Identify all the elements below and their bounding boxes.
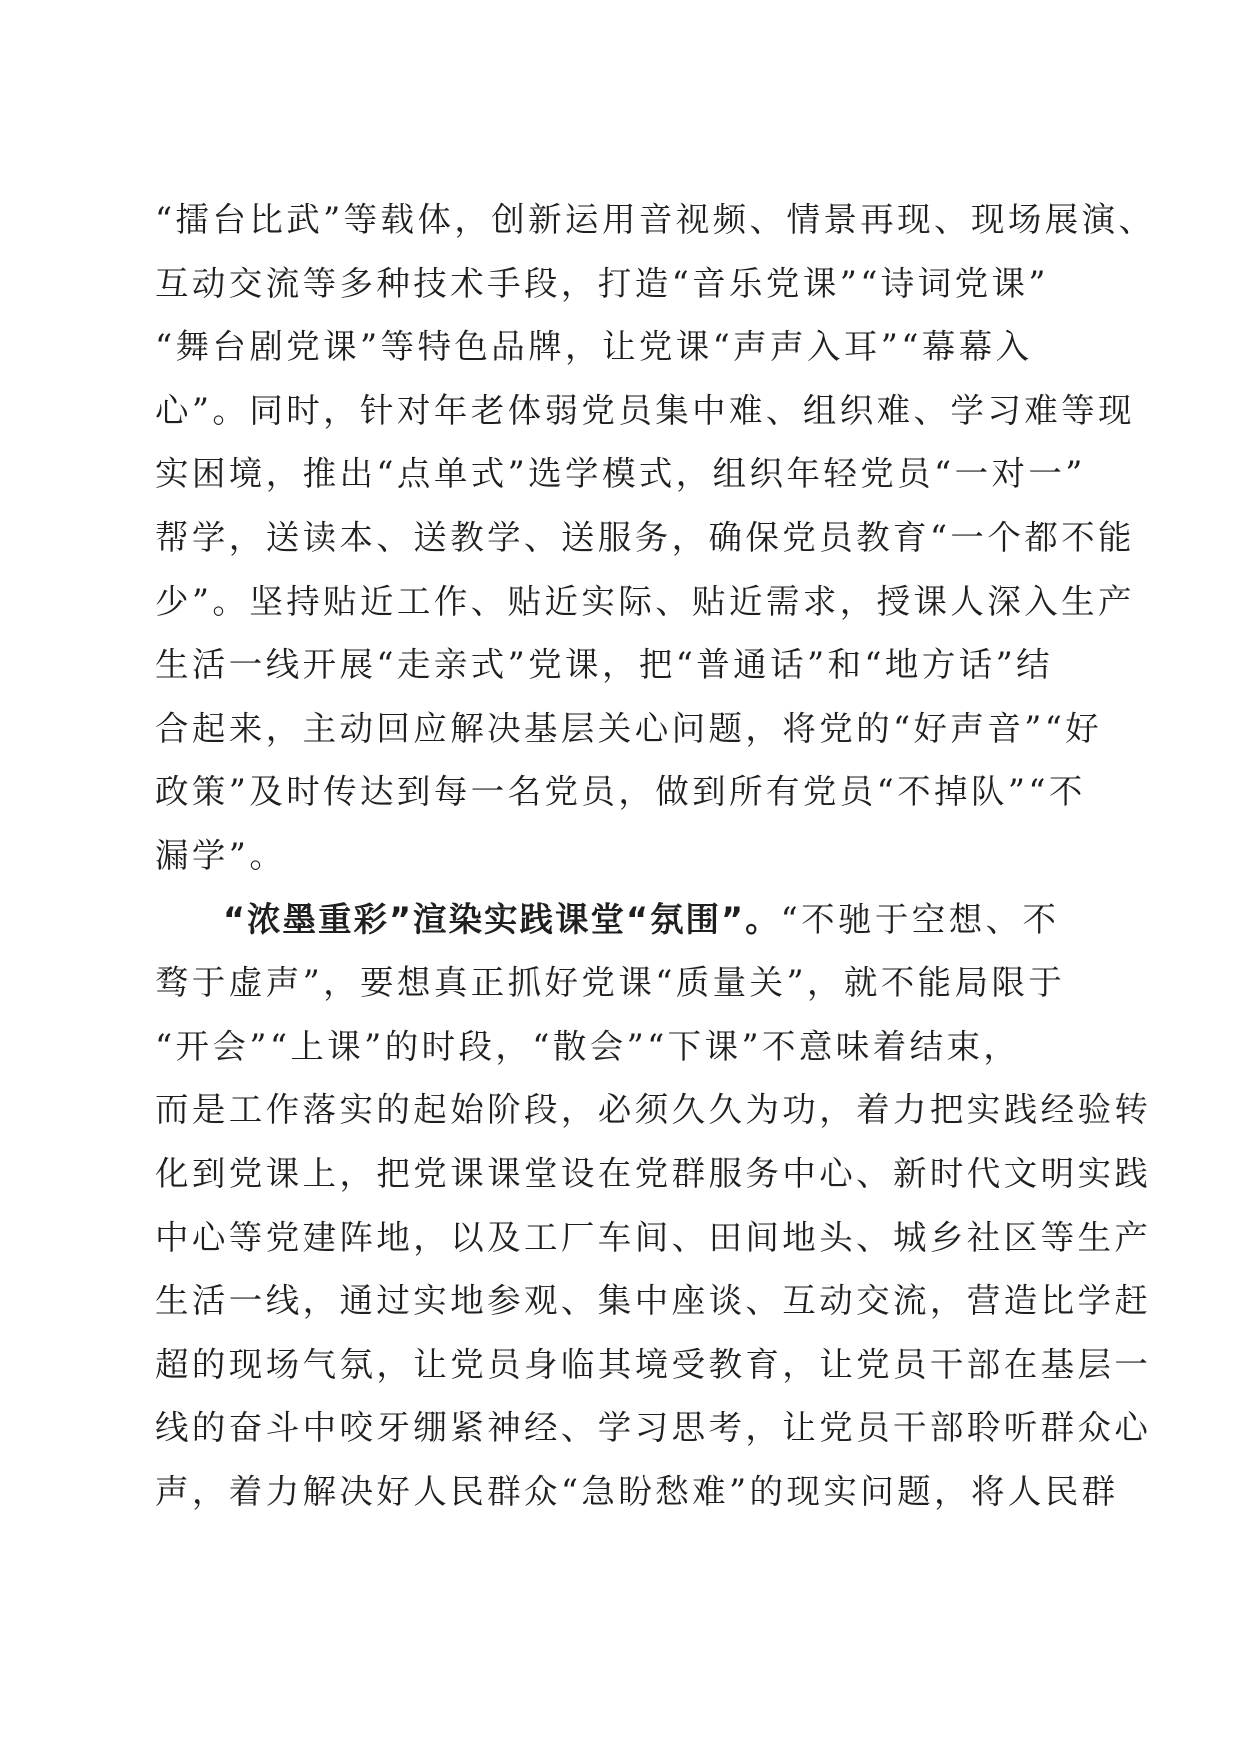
text-line: 实困境，推出“点单式”选学模式，组织年轻党员“一对一” (155, 454, 1086, 494)
body-text (155, 188, 1156, 1523)
text-line: 漏学”。 (155, 835, 287, 875)
text-line: 心”。同时，针对年老体弱党员集中难、组织难、学习难等现 (155, 390, 1135, 430)
text-line: “舞台剧党课”等特色品牌，让党课“声声入耳”“幕幕入 (155, 327, 1033, 367)
paragraph-first-line (155, 888, 1085, 952)
text-line: 中心等党建阵地，以及工厂车间、田间地头、城乡社区等生产 (155, 1217, 1152, 1257)
text-line: 化到党课上，把党课课堂设在党群服务中心、新时代文明实践 (155, 1153, 1152, 1193)
text-line: 生活一线，通过实地参观、集中座谈、互动交流，营造比学赶 (155, 1281, 1152, 1321)
text-line: 骛于虚声”，要想真正抓好党课“质量关”，就不能局限于 (155, 963, 1066, 1003)
section-heading: “浓墨重彩”渲染实践课堂“氛围”。 (223, 899, 781, 939)
text-line: 合起来，主动回应解决基层关心问题，将党的“好声音”“好 (155, 708, 1103, 748)
text-line: 而是工作落实的起始阶段，必须久久为功，着力把实践经验转 (155, 1090, 1152, 1130)
text-line: 超的现场气氛，让党员身临其境受教育，让党员干部在基层一 (155, 1344, 1152, 1384)
text-line: “擂台比武”等载体，创新运用音视频、情景再现、现场展演、 (155, 200, 1156, 239)
text-line: “开会”“上课”的时段，“散会”“下课”不意味着结束， (155, 1026, 1021, 1066)
text-line: 少”。坚持贴近工作、贴近实际、贴近需求，授课人深入生产 (155, 581, 1135, 621)
text-line: 声，着力解决好人民群众“急盼愁难”的现实问题，将人民群 (155, 1471, 1119, 1511)
text-run: “不驰于空想、不 (780, 899, 1060, 939)
text-line: 政策”及时传达到每一名党员，做到所有党员“不掉队”“不 (155, 772, 1086, 812)
text-line: 生活一线开展“走亲式”党课，把“普通话”和“地方话”结 (155, 645, 1054, 685)
text-line: 线的奋斗中咬牙绷紧神经、学习思考，让党员干部聆听群众心 (155, 1408, 1152, 1448)
text-line: 互动交流等多种技术手段，打造“音乐党课”“诗词党课” (155, 263, 1049, 303)
text-line: 帮学，送读本、送教学、送服务，确保党员教育“一个都不能 (155, 517, 1135, 557)
